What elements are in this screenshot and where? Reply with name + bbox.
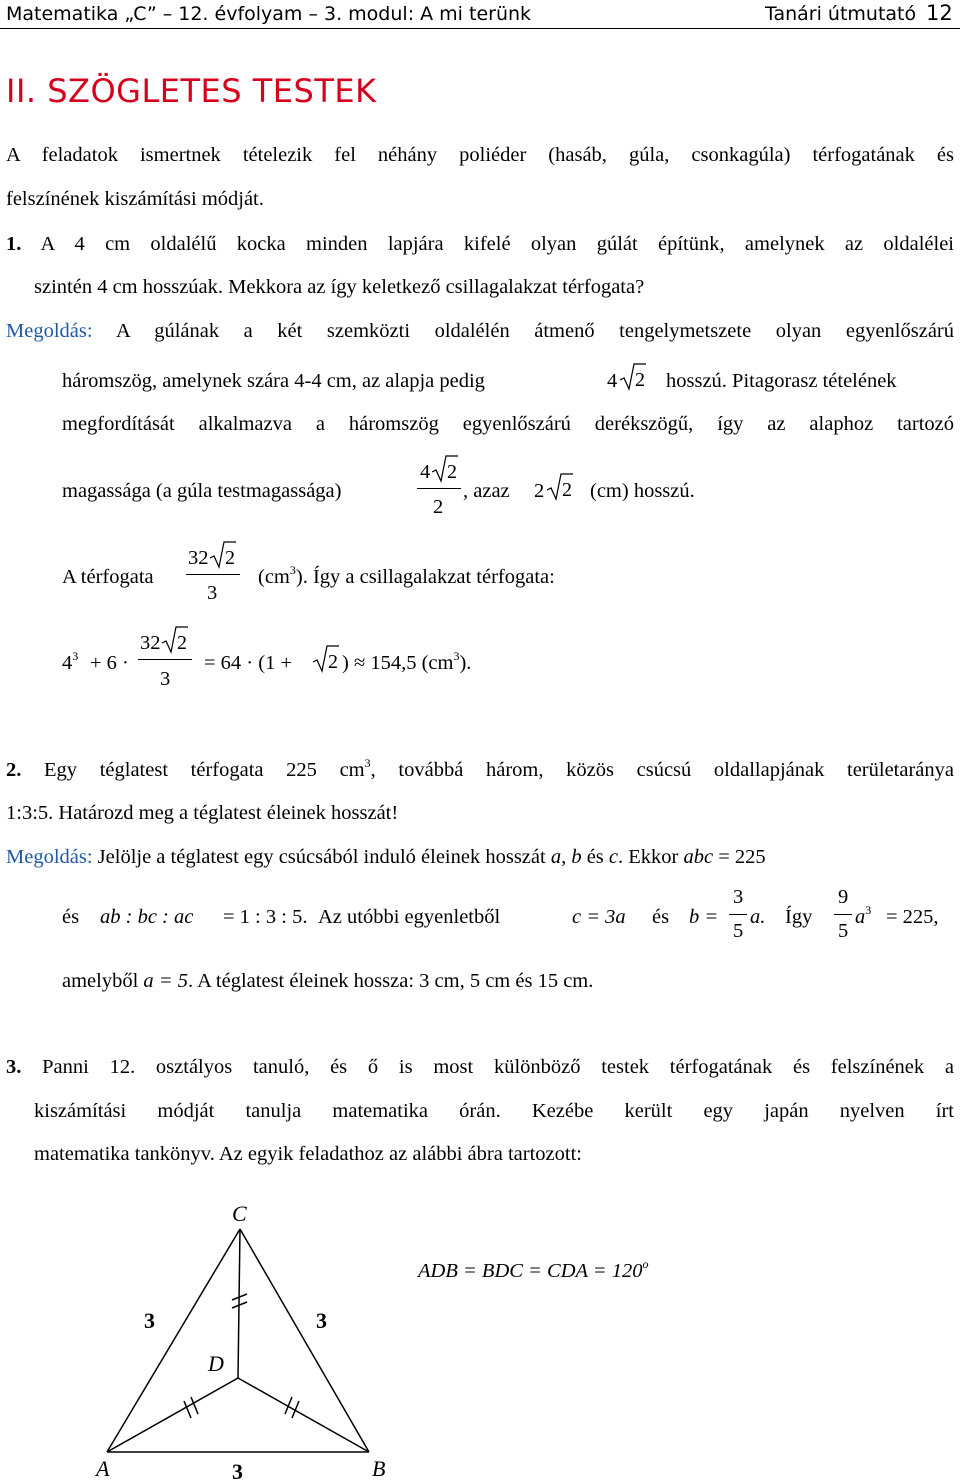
sqrt-symbol [161, 625, 189, 655]
sqrt-symbol [546, 472, 574, 502]
igy-text: Így [785, 906, 813, 928]
header-left: Matematika „C” – 12. évfolyam – 3. modul: A mi terünk [6, 3, 532, 25]
equation-middle: = 64 · (1 + [204, 652, 293, 674]
segment-bd [238, 1378, 369, 1452]
task2-text-1a: Egy téglatest térfogata 225 cm [21, 759, 365, 781]
radicand: 2 [447, 461, 457, 483]
eq-frac-numerator-coef: 32 [140, 632, 161, 654]
var-b: b [571, 846, 582, 868]
unit-text: (cm [258, 566, 290, 588]
side-label-bottom: 3 [232, 1459, 243, 1484]
fraction-bar [417, 488, 461, 489]
task2-number: 2. [6, 759, 22, 781]
fraction-bar [834, 914, 852, 915]
frac2-denominator: 3 [207, 582, 218, 604]
task3-line-1 [6, 1054, 954, 1080]
vertex-label-c: C [232, 1201, 247, 1226]
edge-cb [240, 1229, 369, 1452]
frac-b-numerator: 3 [733, 886, 744, 908]
eq-result-exponent: 3 [453, 649, 460, 663]
sqrt-symbol [312, 644, 340, 674]
task1-solution-line-1 [6, 318, 954, 344]
var-a: a [550, 846, 562, 868]
edge-ca [107, 1229, 240, 1452]
task2-exponent: 3 [364, 756, 371, 770]
intro-line-1: A feladatok ismertnek tételezik fel néhány poliéder (hasáb, gúla, csonkagúla) térfogatának és [6, 144, 954, 166]
task1-line-1 [6, 231, 954, 257]
utobbi-text: Az utóbbi egyenletből [318, 906, 501, 928]
vertex-label-b: B [372, 1456, 386, 1481]
page-number: 12 [926, 1, 953, 25]
task2-solution-line-3 [62, 968, 593, 994]
task1-solution-line-4a: magassága (a gúla testmagassága) [62, 480, 342, 502]
frac-c-numerator: 9 [838, 886, 849, 908]
eq-exponent: 3 [72, 649, 79, 663]
equation-base [62, 650, 78, 676]
angle-text: ADB = BDC = CDA = 120 [418, 1260, 643, 1282]
vertex-label-a: A [96, 1456, 110, 1481]
eq-225: = 225 [718, 846, 766, 868]
task1-solution-line-2a: háromszög, amelynek szára 4-4 cm, az alapja pedig [62, 370, 485, 392]
task1-number: 1. [6, 233, 22, 255]
var-a: a [855, 906, 866, 928]
var-abc: abc [683, 846, 714, 868]
task2-es: és [62, 906, 80, 928]
frac-c-denominator: 5 [838, 920, 849, 942]
var-c: c [608, 846, 619, 868]
sqrt-symbol [619, 362, 647, 392]
task3-line-3: matematika tankönyv. Az egyik feladathoz az alábbi ábra tartozott: [34, 1143, 582, 1165]
task2-solution-text: Jelölje a téglatest egy csúcsából induló éleinek hosszát [92, 846, 546, 868]
fraction-bar [186, 574, 240, 575]
sqrt-symbol [209, 540, 237, 570]
tick-mark [191, 1397, 198, 1414]
ratio-value: = 1 : 3 : 5. [223, 906, 308, 928]
azaz-unit: (cm) hosszú. [590, 480, 695, 502]
task1-text-1: A 4 cm oldalélű kocka minden lapjára kifelé olyan gúlát építünk, amelynek az oldalélei [21, 233, 954, 255]
angle-equation [418, 1258, 648, 1284]
c-equation: c = 3a [572, 906, 626, 928]
equation-plus-six: + 6 · [90, 652, 129, 674]
side-label-right: 3 [316, 1308, 327, 1333]
azaz-coef: 2 [534, 480, 545, 502]
volume-continuation: ). Így a csillagalakzat térfogata: [295, 566, 555, 588]
solution-label-2: Megoldás: [6, 846, 93, 868]
frac2-numerator-coef: 32 [188, 547, 209, 569]
task2-line-2: 1:3:5. Határozd meg a téglatest éleinek hosszát! [6, 802, 399, 824]
radicand: 2 [177, 632, 187, 654]
edge-lengths: . A téglatest éleinek hossza: 3 cm, 5 cm és 15 cm. [188, 970, 594, 992]
eq-frac-denominator: 3 [160, 668, 171, 690]
tick-mark [184, 1401, 191, 1418]
task1-line-2: szintén 4 cm hosszúak. Mekkora az így keletkező csillagalakzat térfogata? [34, 276, 645, 298]
task2-line-1 [6, 757, 954, 783]
task3-text-1: Panni 12. osztályos tanuló, és ő is most különböző testek térfogatának és felszínének a [21, 1056, 954, 1078]
eq-225-result: = 225, [886, 906, 939, 928]
segment-cd [238, 1229, 240, 1378]
header-right: Tanári útmutató [765, 3, 917, 25]
radical-expr-1 [607, 368, 617, 394]
radicand: 2 [225, 547, 235, 569]
a-equals-5: a = 5 [143, 970, 189, 992]
ekkor: . Ekkor [618, 846, 679, 868]
a-cubed [855, 904, 871, 930]
frac1-numerator-coef: 4 [420, 461, 431, 483]
radicand: 2 [328, 651, 338, 673]
conj-es: és [586, 846, 604, 868]
eq-close: ). [459, 652, 472, 674]
sqrt-symbol [431, 454, 459, 484]
unit-exponent: 3 [289, 563, 296, 577]
side-label-left: 3 [144, 1308, 155, 1333]
section-title: II. SZÖGLETES TESTEK [6, 72, 377, 110]
frac-b-denominator: 5 [733, 920, 744, 942]
exponent: 3 [865, 903, 872, 917]
task1-solution-line-3: megfordítását alkalmazva a háromszög egyenlőszárú derékszögű, így az alaphoz tartozó [62, 413, 954, 435]
task2-es-2: és [652, 906, 670, 928]
radicand: 2 [635, 369, 645, 391]
b-equation-a: a. [750, 906, 766, 928]
solution-label-1: Megoldás: [6, 320, 93, 342]
fraction-bar [138, 659, 192, 660]
volume-unit [258, 564, 555, 590]
radical-coef: 4 [607, 370, 618, 392]
volume-label: A térfogata [62, 566, 154, 588]
eq-base: 4 [62, 652, 73, 674]
task3-line-2: kiszámítási módját tanulja matematika órán. Kezébe került egy japán nyelven írt [34, 1100, 954, 1122]
intro-line-2: felszínének kiszámítási módját. [6, 188, 264, 210]
degree-mark: o [642, 1257, 649, 1271]
amelybol: amelyből [62, 970, 139, 992]
task1-solution-text-1: A gúlának a két szemközti oldalélén átmenő tengelymetszete olyan egyenlőszárú [92, 320, 954, 342]
vertex-label-d: D [208, 1351, 224, 1376]
task2-text-1b: , továbbá három, közös csúcsú oldallapjának területaránya [370, 759, 954, 781]
radicand: 2 [562, 479, 572, 501]
comma: , [561, 846, 567, 868]
task1-solution-line-2b: hosszú. Pitagorasz tételének [666, 370, 897, 392]
b-equation: b = [689, 906, 719, 928]
azaz-text: , azaz [463, 480, 510, 502]
header-rule [0, 28, 960, 29]
ratio-expr: ab : bc : ac [100, 906, 194, 928]
fraction-bar [729, 914, 747, 915]
segment-ad [107, 1378, 238, 1452]
task3-number: 3. [6, 1056, 22, 1078]
task2-solution-line-1 [6, 844, 766, 870]
triangle-figure [80, 1196, 440, 1484]
equation-end [342, 650, 471, 676]
frac1-denominator: 2 [433, 496, 444, 518]
eq-result: ) ≈ 154,5 (cm [342, 652, 454, 674]
